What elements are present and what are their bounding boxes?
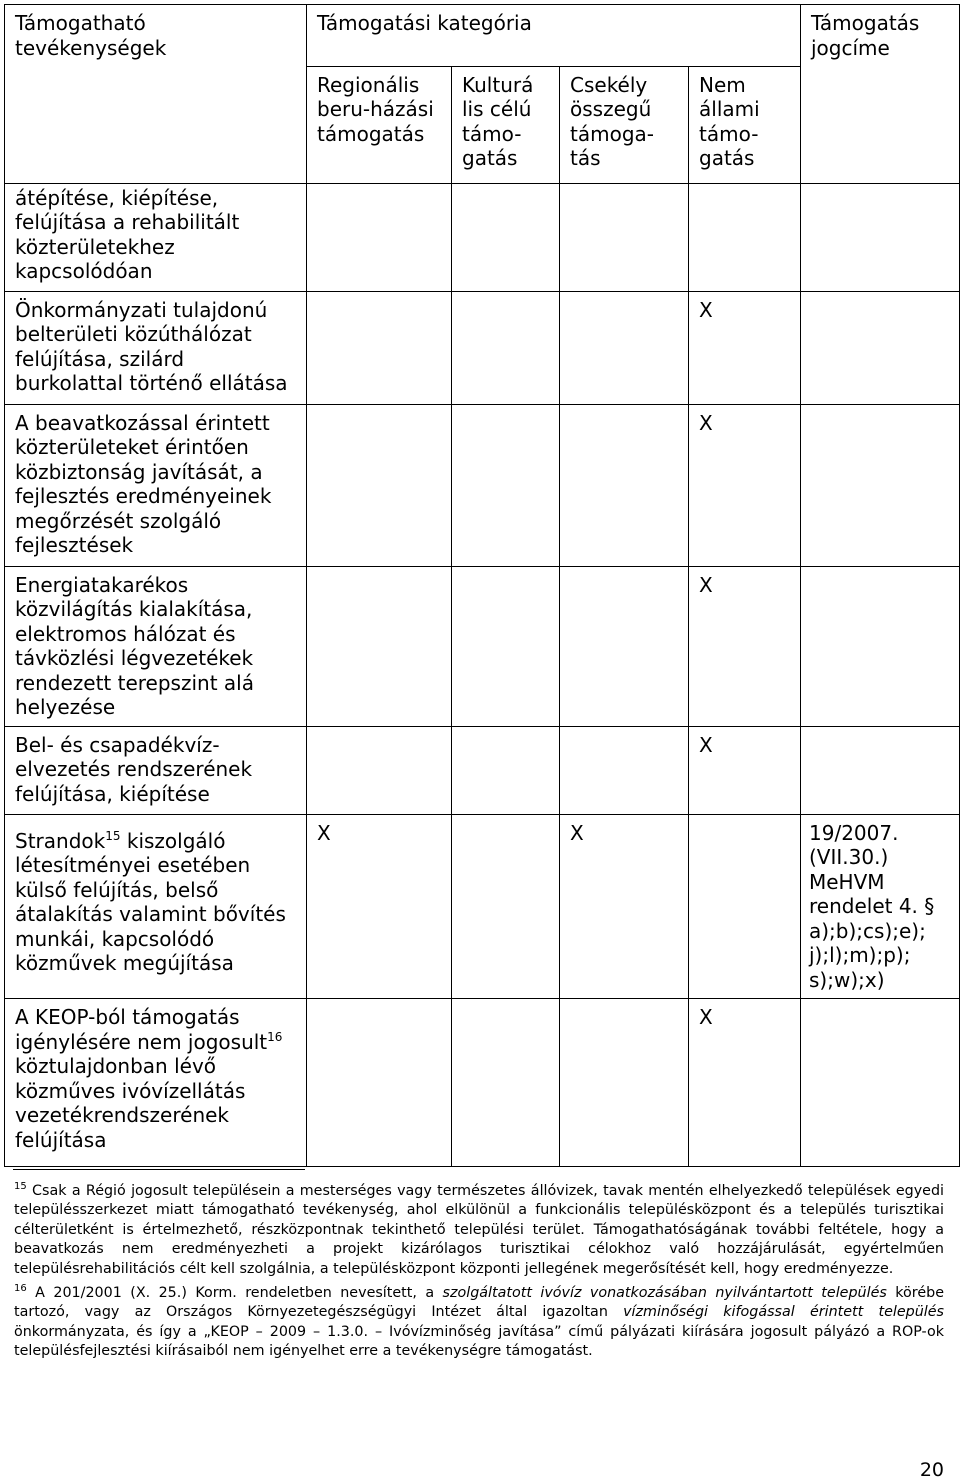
footnote-text: A 201/2001 (X. 25.) Korm. rendeletben nevesített, a <box>35 1285 443 1302</box>
cell-cultural <box>452 814 560 999</box>
footnote-text: Csak a Régió jogosult településein a mesterséges vagy természetes állóvizek, tavak mentén elhelyezkedő települések egyedi településszerkezet miatt támogatható tevékenység, ahol elkülönül a funkcionális településközpont és a település turisztikai célterületként is értelmezhető, részközpontnak tekinthető települési terület. Támogathatóságának további feltétele, hogy a beavatkozás nem eredményezheti a projekt kizárólagos turisztikai célokhoz való hozzájárulását, egyértelműen településrehabilitációs célt kell szolgálnia, a településközpont központi jellegének megerősítését kell, hogy eredményezze. <box>14 1183 944 1277</box>
cell-regional <box>307 726 452 814</box>
subheader-nonstate: Nem állami támo-gatás <box>689 66 801 183</box>
footnote-ref-15[interactable]: 15 <box>105 828 121 843</box>
footnote-number: 15 <box>14 1181 27 1192</box>
cell-cultural <box>452 183 560 291</box>
cell-regional <box>307 291 452 404</box>
cell-legal: 19/2007. (VII.30.) MeHVM rendelet 4. § a);b);cs);e); j);l);m);p); s);w);x) <box>801 814 960 999</box>
cell-cultural <box>452 566 560 726</box>
subheader-cultural: Kulturá lis célú támo-gatás <box>452 66 560 183</box>
activity-cell: Bel- és csapadékvíz-elvezetés rendszerének felújítása, kiépítése <box>5 726 307 814</box>
header-legal: Támogatás jogcíme <box>801 5 960 67</box>
cell-legal <box>801 566 960 726</box>
cell-legal <box>801 404 960 566</box>
table-row <box>5 183 960 291</box>
subheader-small: Csekély összegű támoga-tás <box>560 66 689 183</box>
cell-nonstate: X <box>689 726 801 814</box>
footnote-italic-text: szolgáltatott ivóvíz vonatkozásában nyilvántartott település <box>442 1285 887 1302</box>
footnote-16 <box>14 1284 944 1362</box>
cell-cultural <box>452 726 560 814</box>
cell-nonstate <box>689 814 801 999</box>
cell-legal <box>801 999 960 1167</box>
cell-legal <box>801 183 960 291</box>
header-activity: Támogatható tevékenységek <box>5 5 307 67</box>
cell-nonstate: X <box>689 999 801 1167</box>
cell-cultural <box>452 291 560 404</box>
header-legal-cont <box>801 66 960 183</box>
table-row <box>5 726 960 814</box>
cell-small <box>560 566 689 726</box>
cell-legal <box>801 291 960 404</box>
footnote-15 <box>14 1182 944 1279</box>
header-activity-cont <box>5 66 307 183</box>
cell-regional <box>307 566 452 726</box>
footnotes <box>14 1182 944 1367</box>
footnote-italic-text: vízminőségi kifogással érintett település <box>623 1304 944 1321</box>
footnote-text: önkormányzata, és így a „KEOP – 2009 – 1.3.0. – Ivóvízminőség javítása” című pályázati kiírására jogosult pályázó a ROP-ok településfejlesztési kiírásaiból nem igényelhet erre a tevékenységre támogatást. <box>14 1323 944 1360</box>
cell-small <box>560 404 689 566</box>
cell-regional <box>307 404 452 566</box>
cell-small <box>560 999 689 1167</box>
table-header-row <box>5 5 960 67</box>
cell-small <box>560 291 689 404</box>
cell-nonstate <box>689 183 801 291</box>
table-row <box>5 814 960 999</box>
cell-legal <box>801 726 960 814</box>
cell-nonstate: X <box>689 291 801 404</box>
activity-text: kiszolgáló létesítményei esetében külső felújítás, belső átalakítás valamint bővítés munkái, kapcsolódó közművek megújítása <box>15 828 286 975</box>
footnote-separator <box>13 1169 305 1170</box>
activity-text: A KEOP-ból támogatás igénylésére nem jogosult <box>15 1005 268 1054</box>
table-row <box>5 404 960 566</box>
activity-cell: Önkormányzati tulajdonú belterületi közúthálózat felújítása, szilárd burkolattal történő ellátása <box>5 291 307 404</box>
table-row <box>5 291 960 404</box>
cell-small <box>560 183 689 291</box>
cell-regional <box>307 999 452 1167</box>
cell-nonstate: X <box>689 566 801 726</box>
cell-cultural <box>452 999 560 1167</box>
activity-cell <box>5 999 307 1167</box>
activity-cell: A beavatkozással érintett közterületeket érintően közbiztonság javítását, a fejlesztés eredményeinek megőrzését szolgáló fejlesztések <box>5 404 307 566</box>
header-category: Támogatási kategória <box>307 5 801 67</box>
footnote-number: 16 <box>14 1283 27 1295</box>
footnote-ref-16[interactable]: 16 <box>267 1029 283 1044</box>
cell-small: X <box>560 814 689 999</box>
page-number: 20 <box>919 1459 944 1481</box>
activity-cell: Energiatakarékos közvilágítás kialakítása, elektromos hálózat és távközlési légvezetékek rendezett terepszint alá helyezése <box>5 566 307 726</box>
cell-regional: X <box>307 814 452 999</box>
cell-regional <box>307 183 452 291</box>
cell-nonstate: X <box>689 404 801 566</box>
table-row <box>5 999 960 1167</box>
cell-cultural <box>452 404 560 566</box>
support-table <box>4 4 960 1167</box>
activity-cell <box>5 814 307 999</box>
table-subheader-row <box>5 66 960 183</box>
subheader-regional: Regionális beru-házási támogatás <box>307 66 452 183</box>
activity-text: köztulajdonban lévő közműves ivóvízellátás vezetékrendszerének felújítása <box>15 1054 246 1152</box>
table-row <box>5 566 960 726</box>
activity-cell: átépítése, kiépítése, felújítása a rehabilitált közterületekhez kapcsolódóan <box>5 183 307 291</box>
cell-small <box>560 726 689 814</box>
footnote-text: körébe tartozó, vagy az Országos Környezetegészségügyi Intézet által igazoltan <box>14 1285 945 1321</box>
activity-text: Strandok <box>15 828 106 853</box>
